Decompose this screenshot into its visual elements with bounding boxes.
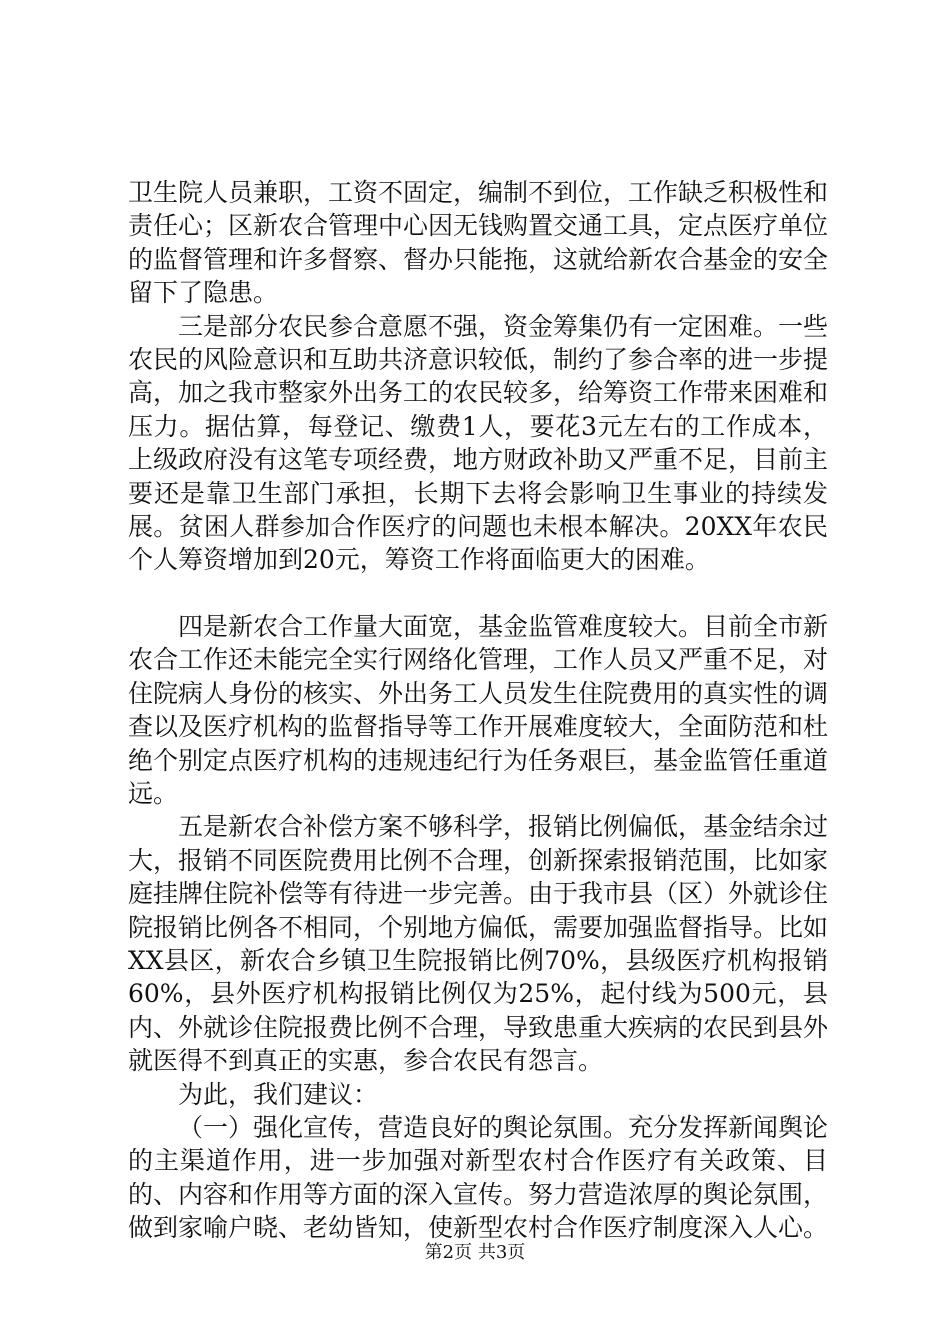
paragraph-problem-three: 三是部分农民参合意愿不强，资金筹集仍有一定困难。一些农民的风险意识和互助共济意识较低，制约了参合率的进一步提高，加之我市整家外出务工的农民较多，给筹资工作带来困难和压力。据估算，每登记、缴费1人，要花3元左右的工作成本，上级政府没有这笔专项经费，地方财政补助又严重不足，目前主要还是靠卫生部门承担，长期下去将会影响卫生事业的持续发展。贫困人群参加合作医疗的问题也未根本解决。20XX年农民个人筹资增加到20元，筹资工作将面临更大的困难。	[128, 311, 829, 575]
paragraph-problem-four: 四是新农合工作量大面宽，基金监管难度较大。目前全市新农合工作还未能完全实行网络化管理，工作人员又严重不足，对住院病人身份的核实、外出务工人员发生住院费用的真实性的调查以及医疗机构的监督指导等工作开展难度较大，全面防范和杜绝个别定点医疗机构的违规违纪行为任务艰巨，基金监管任重道远。	[128, 611, 829, 808]
paragraph-suggestion-intro: 为此，我们建议：	[178, 1079, 379, 1109]
paragraph-problem-five: 五是新农合补偿方案不够科学，报销比例偏低，基金结余过大，报销不同医院费用比例不合理，创新探索报销范围，比如家庭挂牌住院补偿等有待进一步完善。由于我市县（区）外就诊住院报销比例各不相同，个别地方偏低，需要加强监督指导。比如XX县区，新农合乡镇卫生院报销比例70%，县级医疗机构报销60%，县外医疗机构报销比例仅为25%，起付线为500元，县内、外就诊住院报费比例不合理，导致患重大疾病的农民到县外就医得不到真正的实惠，参合农民有怨言。	[128, 812, 829, 1076]
paragraph-continued: 卫生院人员兼职，工资不固定，编制不到位，工作缺乏积极性和责任心；区新农合管理中心因无钱购置交通工具，定点医疗单位的监督管理和许多督察、督办只能拖，这就给新农合基金的安全留下了隐患。	[128, 178, 829, 308]
paragraph-suggestion-one: （一）强化宣传，营造良好的舆论氛围。充分发挥新闻舆论的主渠道作用，进一步加强对新型农村合作医疗有关政策、目的、内容和作用等方面的深入宣传。努力营造浓厚的舆论氛围，做到家喻户晓、老幼皆知，使新型农村合作医疗制度深入人心。	[128, 1112, 829, 1243]
page-number-footer: 第2页 共3页	[424, 1242, 526, 1263]
document-body	[128, 176, 828, 1245]
